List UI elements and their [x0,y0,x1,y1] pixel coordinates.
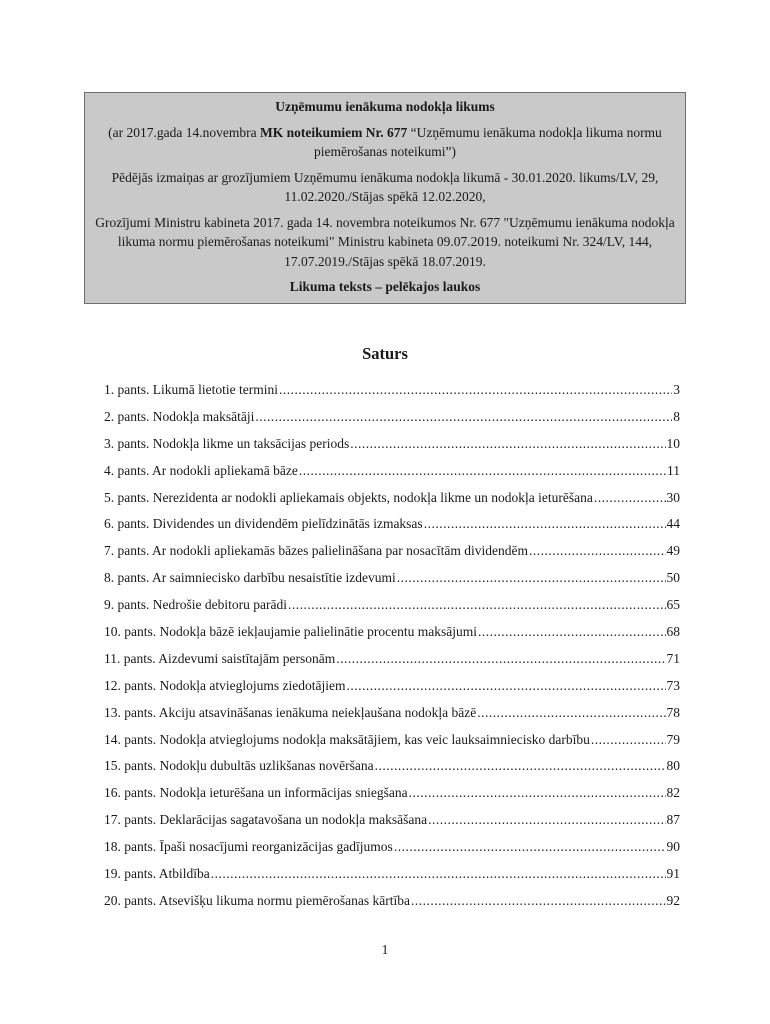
toc-dot-leader [409,785,666,801]
toc-entry-label: 17. pants. Deklarācijas sagatavošana un nodokļa maksāšana [104,812,428,828]
toc-entry[interactable] [104,463,680,490]
toc-dot-leader [529,543,666,559]
regulation-reference-suffix: “Uzņēmumu ienākuma nodokļa likuma normu piemērošanas noteikumi”) [313,124,662,159]
toc-entry-label: 10. pants. Nodokļa bāzē iekļaujamie palielinātie procentu maksājumi [104,624,478,640]
toc-entry-page: 44 [666,516,680,532]
toc-entry[interactable] [104,893,680,920]
toc-entry[interactable] [104,812,680,839]
toc-entry-label: 14. pants. Nodokļa atvieglojums nodokļa maksātājiem, kas veic lauksaimniecisko darbību [104,731,590,747]
toc-entry-label: 3. pants. Nodokļa likme un taksācijas periods [104,435,350,451]
toc-entry[interactable] [104,543,680,570]
toc-entry-label: 19. pants. Atbildība [104,866,210,882]
toc-dot-leader [428,812,665,828]
toc-entry-page: 10 [666,435,680,451]
toc-entry[interactable] [104,490,680,517]
regulation-reference-prefix: (ar 2017.gada 14.novembra [108,124,260,140]
toc-entry[interactable] [104,839,680,866]
toc-entry-label: 16. pants. Nodokļa ieturēšana un informācijas sniegšana [104,785,408,801]
toc-entry[interactable] [104,516,680,543]
page-number: 1 [381,942,389,957]
toc-entry-page: 92 [666,892,680,908]
toc-entry-label: 5. pants. Nerezidenta ar nodokli apliekamais objekts, nodokļa likme un nodokļa ieturēšana [104,489,593,505]
toc-entry-page: 3 [673,382,680,397]
toc-entry[interactable] [104,597,680,624]
toc-dot-leader [477,705,665,721]
toc-entry-page: 79 [666,731,680,747]
toc-entry-label: 4. pants. Ar nodokli apliekamā bāze [104,462,298,478]
toc-dot-leader [211,866,666,882]
toc-dot-leader [288,597,666,613]
toc-dot-leader [478,624,665,640]
toc-entry-label: 7. pants. Ar nodokli apliekamās bāzes palielināšana par nosacītām dividendēm [104,543,528,559]
toc-dot-leader [336,651,665,667]
toc-entry-page: 87 [666,812,680,828]
toc-entry-label: 13. pants. Akciju atsavināšanas ienākuma neiekļaušana nodokļa bāzē [104,704,477,720]
toc-dot-leader [299,463,666,479]
toc-dot-leader [375,758,666,774]
toc-entry-label: 11. pants. Aizdevumi saistītajām personām [104,650,336,666]
toc-entry-page: 65 [666,597,680,613]
toc-entry[interactable] [104,409,680,436]
toc-entry[interactable] [104,785,680,812]
law-title: Uzņēmumu ienākuma nodokļa likums [275,99,495,114]
toc-entry-label: 9. pants. Nedrošie debitoru parādi [104,597,287,613]
toc-dot-leader [255,409,672,425]
toc-entry-label: 8. pants. Ar saimniecisko darbību nesaistītie izdevumi [104,570,396,586]
toc-dot-leader [424,516,666,532]
toc-entry-label: 20. pants. Atsevišķu likuma normu piemērošanas kārtība [104,892,410,908]
regulation-number: MK noteikumiem Nr. 677 [260,124,408,140]
toc-entry-page: 71 [666,650,680,666]
toc-entry-page: 73 [666,677,680,693]
toc-dot-leader [411,893,666,909]
toc-entry-label: 1. pants. Likumā lietotie termini [104,382,278,397]
toc-entry[interactable] [104,705,680,732]
toc-dot-leader [591,732,666,748]
toc-dot-leader [346,678,665,694]
toc-dot-leader [594,490,666,506]
latest-changes-note: Pēdējās izmaiņas ar grozījumiem Uzņēmumu ienākuma nodokļa likumā - 30.01.2020. likums/LV, 29, 11.02.2020./Stājas spēkā 12.02.2020, [111,169,659,204]
toc-entry-label: 12. pants. Nodokļa atvieglojums ziedotājiem [104,677,346,693]
amendments-note: Grozījumi Ministru kabineta 2017. gada 14. novembra noteikumos Nr. 677 "Uzņēmumu ienākuma nodokļa likuma normu piemērošanas noteikumi" Ministru kabineta 09.07.2019. noteikumi Nr. 324/LV, 144, 17.07.2019./Stājas spēkā 18.07.2019. [95,214,675,269]
toc-entry-label: 15. pants. Nodokļu dubultās uzlikšanas novēršana [104,758,374,774]
law-header-box [84,92,686,304]
table-of-contents [104,382,680,920]
law-text-note: Likuma teksts – pelēkajos laukos [289,279,481,294]
toc-entry[interactable] [104,758,680,785]
toc-dot-leader [394,839,666,855]
toc-entry[interactable] [104,570,680,597]
regulation-reference [95,123,675,162]
toc-entry[interactable] [104,651,680,678]
toc-entry[interactable] [104,436,680,463]
toc-entry-page: 30 [666,489,680,505]
toc-entry[interactable] [104,678,680,705]
toc-entry-page: 90 [666,839,680,855]
toc-entry-label: 18. pants. Īpaši nosacījumi reorganizācijas gadījumos [104,839,393,855]
toc-entry[interactable] [104,624,680,651]
toc-entry-page: 91 [666,866,680,882]
toc-entry-page: 49 [666,543,680,559]
toc-entry-page: 50 [666,570,680,586]
toc-entry-label: 6. pants. Dividendes un dividendēm pielīdzinātās izmaksas [104,516,423,532]
toc-heading: Saturs [362,344,408,363]
toc-entry-page: 68 [666,624,680,640]
toc-entry[interactable] [104,866,680,893]
toc-entry-page: 11 [667,462,680,478]
toc-dot-leader [279,382,672,398]
toc-entry-page: 78 [666,704,680,720]
toc-entry-label: 2. pants. Nodokļa maksātāji [104,408,255,424]
toc-dot-leader [397,570,666,586]
toc-entry[interactable] [104,732,680,759]
toc-dot-leader [350,436,665,452]
toc-entry[interactable] [104,382,680,409]
toc-entry-page: 80 [666,758,680,774]
toc-entry-page: 82 [666,785,680,801]
toc-entry-page: 8 [673,408,680,424]
